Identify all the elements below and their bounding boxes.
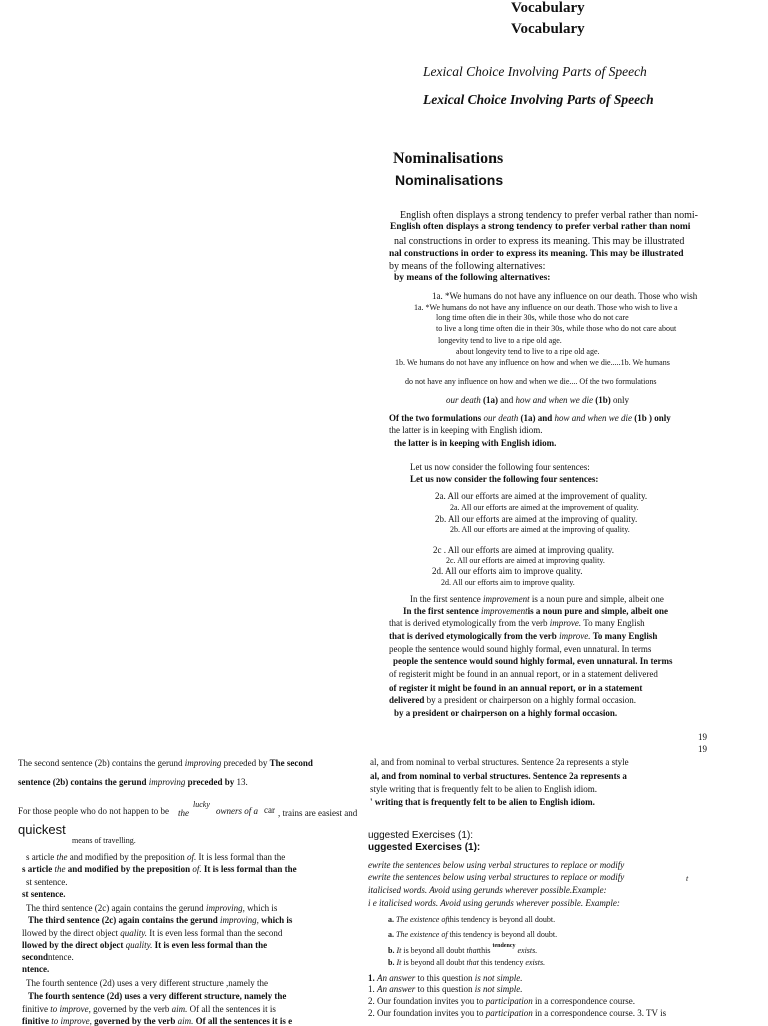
italic-phrase: participation <box>485 1008 533 1018</box>
example-1b: 1b. We humans do not have any influence on how and when we die.....1b. We humans <box>395 358 670 367</box>
italic-word: the <box>54 864 66 874</box>
text: 2. Our foundation invites you to <box>368 1008 484 1018</box>
example-1a-cont: long time often die in their 30s, while those who do not care <box>436 313 629 322</box>
text: The second sentence (2b) contains the gerund <box>18 758 183 768</box>
italic-word: improving, <box>220 915 259 925</box>
example-1a-cont: about longevity tend to live to a ripe old age. <box>456 347 600 356</box>
italic-phrase: The existence of <box>396 915 448 924</box>
italic-phrase: our death <box>483 413 519 423</box>
phrase: Of the two formulations <box>389 413 482 423</box>
text: is a noun pure and simple, albeit one <box>527 606 669 616</box>
exercise-2-dup <box>368 1008 666 1018</box>
intro-line: English often displays a strong tendency to prefer verbal rather than nomi- <box>400 210 698 221</box>
text: in a correspondence course. 3. TV is <box>535 1008 667 1018</box>
italic-phrase: is not simple. <box>474 973 523 983</box>
example-a-dup <box>388 930 557 939</box>
text: which is <box>247 903 278 913</box>
formulations-line-dup <box>389 413 671 423</box>
text: this tendency is beyond all doubt. <box>447 915 556 924</box>
idiom-line: the latter is in keeping with English idiom. <box>389 425 543 435</box>
sentence-2a: 2a. All our efforts are aimed at the improvement of quality. <box>435 491 648 501</box>
exercise-1 <box>368 973 523 983</box>
text: It is even less formal than the second <box>149 928 283 938</box>
superscript-word: tendency <box>492 943 516 949</box>
text: second <box>22 952 49 962</box>
ref-label: (1a) and <box>520 413 553 423</box>
word: car <box>264 805 275 815</box>
para1-line-dup <box>389 631 657 641</box>
left-line <box>26 903 277 913</box>
para1-line-dup: people the sentence would sound highly formal, even unnatural. In terms <box>393 656 673 666</box>
text: Of all the sentences it is <box>189 1004 276 1014</box>
section-title-lexical: Lexical Choice Involving Parts of Speech <box>423 64 647 79</box>
exercise-instruction-dup: i e italicised words. Avoid using gerunds wherever possible. Example: <box>368 898 620 908</box>
header-vocabulary-dup: Vocabulary <box>511 21 585 37</box>
text: and modified by the preposition <box>69 852 185 862</box>
example-1b-cont: do not have any influence on how and when we die.... Of the two formulations <box>405 377 657 386</box>
italic-word: improve. <box>559 631 591 641</box>
para1-line <box>389 695 636 705</box>
italic-word: exists. <box>517 946 538 955</box>
text: The third sentence (2c) again contains the gerund <box>26 903 204 913</box>
text: b. <box>388 958 395 967</box>
text: In the first sentence <box>410 594 481 604</box>
text: delivered <box>389 695 425 705</box>
text: a. <box>388 930 394 939</box>
italic-word: to improve, <box>50 1004 91 1014</box>
text: ntence. <box>48 952 74 962</box>
exercise-instruction: italicised words. Avoid using gerunds wherever possible.Example: <box>368 885 607 895</box>
italic-word: improving, <box>205 903 245 913</box>
text: llowed by the direct object <box>22 928 118 938</box>
text: in a correspondence course. <box>535 996 635 1006</box>
left-line: The fourth sentence (2d) uses a very different structure ,namely the <box>26 978 268 988</box>
italic-word: improvement <box>481 606 528 616</box>
text: this <box>478 946 491 955</box>
text: 1. <box>368 973 375 983</box>
left-line: For those people who do not happen to be <box>18 806 169 816</box>
text: a. <box>388 915 394 924</box>
exercises-heading-dup: uggested Exercises (1): <box>368 842 481 853</box>
example-1a-dup: 1a. *We humans do not have any influence on our death. Those who wish to live a <box>414 303 678 312</box>
italic-phrase: how and when we die <box>515 395 593 405</box>
text: preceded by <box>223 758 268 768</box>
italic-phrase: how and when we die <box>554 413 633 423</box>
sentence-2a-dup: 2a. All our efforts are aimed at the improvement of quality. <box>450 503 639 512</box>
text: finitive <box>22 1016 49 1026</box>
italic-phrase: our death <box>446 395 481 405</box>
text: is beyond all doubt <box>403 946 465 955</box>
section-title-lexical-dup: Lexical Choice Involving Parts of Speech <box>423 92 654 107</box>
text: is beyond all doubt <box>403 958 465 967</box>
left-line <box>18 758 313 768</box>
header-vocabulary: Vocabulary <box>511 0 585 16</box>
intro-line: by means of the following alternatives: <box>389 261 546 272</box>
text: that is derived etymologically from the verb <box>389 631 557 641</box>
text: llowed by the direct object <box>22 940 124 950</box>
sentence-2d-dup: 2d. All our efforts aim to improve quality. <box>441 578 575 587</box>
exercise-2 <box>368 996 635 1006</box>
text: this tendency is beyond all doubt. <box>449 930 558 939</box>
left-line <box>22 928 282 938</box>
text: The second <box>269 758 313 768</box>
example-1a: 1a. *We humans do not have any influence on our death. Those who wish <box>432 291 698 301</box>
heading-nominalisations: Nominalisations <box>393 150 504 167</box>
ref-label: (1a) <box>483 395 498 405</box>
italic-word: of. <box>186 852 197 862</box>
exercise-1-dup <box>368 984 523 994</box>
left-line: ntence. <box>22 964 50 974</box>
para1-line-dup: by a president or chairperson on a highly formal occasion. <box>394 708 618 718</box>
left-line <box>28 915 292 925</box>
sentence-2c: 2c . All our efforts are aimed at improving quality. <box>433 545 614 555</box>
left-line <box>22 952 74 962</box>
left-line: The fourth sentence (2d) uses a very different structure, namely the <box>28 991 287 1001</box>
text: to this question <box>417 973 473 983</box>
italic-word: that <box>466 958 479 967</box>
text: this tendency <box>480 958 524 967</box>
text: governed by the verb <box>94 1016 176 1026</box>
text: by a president or chairperson on a highly formal occasion. <box>426 695 637 705</box>
italic-word: of. <box>192 864 202 874</box>
sentences-intro: Let us now consider the following four sentences: <box>410 462 590 472</box>
italic-word: the <box>56 852 68 862</box>
italic-phrase: participation <box>485 996 533 1006</box>
example-b-dup <box>388 958 545 967</box>
heading-nominalisations-dup: Nominalisations <box>395 172 504 188</box>
example-1a-cont: to live a long time often die in their 30s, while those who do not care about <box>436 324 677 333</box>
italic-phrase: The existence of <box>396 930 448 939</box>
exercises-heading: uggested Exercises (1): <box>368 830 474 841</box>
right-line: al, and from nominal to verbal structures. Sentence 2a represents a <box>370 771 627 781</box>
conjunction: and <box>500 395 514 405</box>
italic-word: It <box>396 946 402 955</box>
page-number: 19 <box>698 732 707 742</box>
text: To many English <box>592 631 658 641</box>
sentence-2b-dup: 2b. All our efforts are aimed at the improving of quality. <box>450 525 630 534</box>
example-b <box>388 943 538 955</box>
para1-line-dup: of register it might be found in an annual report, or in a statement <box>389 683 643 693</box>
para1-line <box>410 594 664 604</box>
text: Of all the sentences it is e <box>195 1016 293 1026</box>
right-line: al, and from nominal to verbal structures. Sentence 2a represents a style <box>370 757 629 767</box>
stray-char: t <box>686 874 689 883</box>
example-1a-cont: longevity tend to live to a ripe old age. <box>438 336 562 345</box>
text: It is less formal than the <box>203 864 297 874</box>
para1-line <box>389 618 645 628</box>
italic-word: improving <box>184 758 222 768</box>
intro-line: nal constructions in order to express its meaning. This may be illustrated <box>394 236 685 247</box>
italic-phrase: An answer <box>377 984 416 994</box>
italic-word: improving <box>148 777 186 787</box>
example-a <box>388 915 555 924</box>
word-large: quickest <box>18 822 66 837</box>
italic-word: lucky <box>193 800 210 809</box>
left-line <box>22 864 297 874</box>
text: In the first sentence <box>403 606 479 616</box>
sentences-intro-dup: Let us now consider the following four sentences: <box>410 474 599 484</box>
text: It is less formal than the <box>198 852 286 862</box>
sentence-2b: 2b. All our efforts are aimed at the improving of quality. <box>435 514 638 524</box>
left-line: st sentence. <box>22 889 66 899</box>
text: It is even less formal than the <box>154 940 268 950</box>
exercise-instruction-dup: ewrite the sentences below using verbal structures to replace or modify <box>368 872 625 882</box>
left-line <box>22 1016 292 1026</box>
text: s article <box>26 852 55 862</box>
formulations-line <box>446 395 629 405</box>
intro-line: nal constructions in order to express its meaning. This may be illustrated <box>389 249 684 259</box>
right-line: style writing that is frequently felt to be alien to English idiom. <box>370 784 597 794</box>
italic-word: quality. <box>120 928 147 938</box>
left-line <box>22 1004 276 1014</box>
idiom-line-dup: the latter is in keeping with English idiom. <box>394 438 557 448</box>
text: finitive <box>22 1004 48 1014</box>
italic-word: owners of a <box>216 806 259 816</box>
left-line: , trains are easiest and <box>278 808 358 818</box>
sentence-2c-dup: 2c. All our efforts are aimed at improving quality. <box>446 556 605 565</box>
intro-line: English often displays a strong tendency to prefer verbal rather than nomi <box>390 222 691 232</box>
italic-word: the <box>178 808 189 818</box>
text: The third sentence (2c) again contains the gerund <box>28 915 218 925</box>
italic-word: that <box>466 946 479 955</box>
exercise-instruction: ewrite the sentences below using verbal structures to replace or modify <box>368 860 625 870</box>
italic-word: quality. <box>125 940 153 950</box>
italic-word: It <box>396 958 402 967</box>
text: To many English <box>583 618 645 628</box>
text: 2. Our foundation invites you to <box>368 996 484 1006</box>
left-line <box>18 777 248 787</box>
text: b. <box>388 946 395 955</box>
text: to this question <box>417 984 473 994</box>
italic-word: aim. <box>177 1016 194 1026</box>
left-line: means of travelling. <box>72 836 136 845</box>
para1-line-dup <box>403 606 668 616</box>
ref-label: (1b ) only <box>634 413 671 423</box>
sentence-2d: 2d. All our efforts aim to improve quality. <box>432 566 583 576</box>
italic-word: exists. <box>525 958 546 967</box>
para1-line: people the sentence would sound highly formal, even unnatural. In terms <box>389 644 652 654</box>
italic-phrase: An answer <box>377 973 416 983</box>
italic-word: aim. <box>171 1004 188 1014</box>
italic-word: to improve, <box>51 1016 92 1026</box>
left-line <box>26 852 285 862</box>
text: s article <box>22 864 53 874</box>
left-line <box>22 940 267 950</box>
left-line: st sentence. <box>26 877 68 887</box>
italic-phrase: is not simple. <box>474 984 523 994</box>
italic-word: improvement <box>482 594 530 604</box>
text: sentence (2b) contains the gerund <box>18 777 147 787</box>
text: 13. <box>236 777 248 787</box>
word: only <box>613 395 630 405</box>
text: 1. <box>368 984 375 994</box>
text: which is <box>261 915 293 925</box>
text: preceded by <box>187 777 235 787</box>
ref-label: (1b) <box>595 395 611 405</box>
text: and modified by the preposition <box>67 864 191 874</box>
page-number-dup: 19 <box>698 744 707 754</box>
intro-line: by means of the following alternatives: <box>394 273 551 283</box>
text: governed by the verb <box>93 1004 170 1014</box>
para1-line: of registerit might be found in an annual report, or in a statement delivered <box>389 669 658 679</box>
text: is a noun pure and simple, albeit one <box>531 594 664 604</box>
right-line: ' writing that is frequently felt to be alien to English idiom. <box>370 797 595 807</box>
italic-word: improve. <box>549 618 582 628</box>
text: that is derived etymologically from the verb <box>389 618 548 628</box>
